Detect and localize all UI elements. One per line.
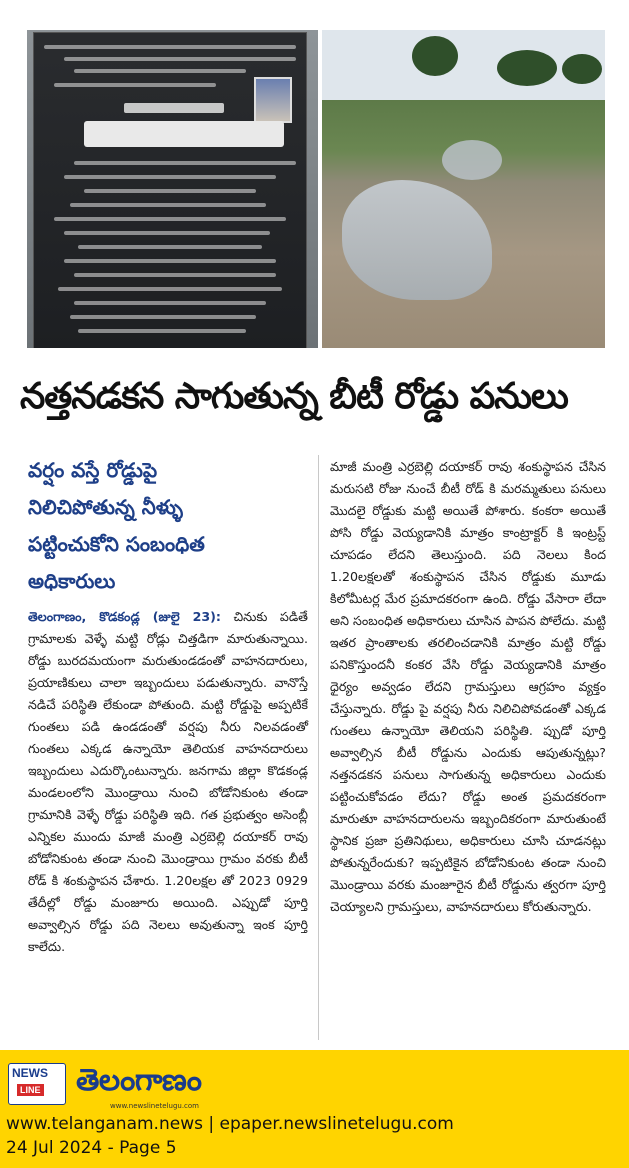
plaque-date: [124, 103, 224, 113]
brand-row: [8, 1060, 201, 1108]
muddy-road-photo: [322, 30, 605, 348]
brand-name: తెలంగాణం: [76, 1063, 202, 1098]
headline: నత్తనడకన సాగుతున్న బీటీ రోడ్డు పనులు: [20, 376, 568, 417]
brand-url-small: www.newslinetelugu.com: [110, 1102, 199, 1110]
dateline: తెలంగాణం, కొడకండ్ల (జులై 23):: [28, 609, 221, 624]
logo-news-text: NEWS: [12, 1066, 48, 1080]
plaque-board: [33, 32, 307, 348]
column-divider: [318, 455, 319, 1040]
subheadline-line: పట్టించుకోని సంబంధిత: [28, 532, 205, 556]
plaque-honoree-banner: [84, 121, 284, 147]
subheadline-line: వర్షం వస్తే రోడ్డుపై: [28, 458, 158, 482]
footer: [0, 1050, 629, 1168]
foundation-plaque-photo: [27, 30, 318, 348]
logo-line-text: LINE: [17, 1084, 44, 1096]
subheadline: [28, 452, 308, 600]
news-photos: [27, 30, 605, 348]
plaque-portrait: [254, 77, 292, 123]
article-body-left: [28, 606, 308, 958]
article-body-right: మాజీ మంత్రి ఎర్రబెల్లి దయాకర్ రావు శంకుస్థాపన చేసిన మరుసటి రోజు నుంచే బీటీ రోడ్ కి మరమ్మతులు పనులు మొదలై రోడ్డుకు మట్టి అయితే పోశారు. కంకరా అయితే పోసి రోడ్డు వెయ్యడానికి మాత్రం కాంట్రాక్టర్ కి ఇంట్రస్ట్ చూపడం లేదని తెలుస్తుంది. పది నెలలు కింద 1.20లక్షలతో శంకుస్థాపన చేసిన రోడ్డుకు మూడు కిలోమీటర్ల మేర ప్రమాదకరంగా ఉంది. రోడ్డు వేసారా లేదా అని సంబంధిత అధికారులు చూసిన పాపన పోలేదు. మట్టి ఇతర ప్రాంతాలకు తరలించడానికి మాత్రం మట్టి రోడ్డు పనికొస్తుందనీ కంకర వేసి రోడ్డు వెయ్యడానికి మాత్రం ధైర్యం అవ్వడం లేదని గ్రామస్తులు ఆగ్రహం వ్యక్తం చేస్తున్నారు. రోడ్డు పై వర్షపు నీరు నిలిచిపోవడంతో ఎక్కడ గుంతలు ఉన్నాయో తెలియని పరిస్థితి. ప్పుడో పూర్తి అవ్వాల్సిన బీటీ రోడ్డును ఎందుకు ఆపుతున్నట్లు? నత్తనడకన పనులు సాగుతున్న అధికారులు ఎందుకు పట్టించుకోవడం లేదు? రోడ్డు అంత ప్రమదకరంగా మారుతూ వాహనదారులను ఇబ్బందికరంగా మారుతుంటే స్థానిక ప్రజా ప్రతినిథులు, అధికారులు చూసి చూడనట్లు పోతున్నరేందుకు? ఇప్పటికైన బోడోనికుంట తండా నుంచి మొండ్రాయి వరకు మంజూరైన బీటీ రోడ్డును త్వరగా పూర్తి చెయ్యాలని గ్రామస్తులు, వాహనదారులు కోరుతున్నారు.: [330, 459, 606, 914]
subheadline-line: అధికారులు: [28, 569, 116, 593]
body-left-text: చినుకు పడితే గ్రామాలకు వెళ్ళే మట్టి రోడ్లు చిత్తడిగా మారుతున్నాయి. రోడ్డు బురదమయంగా మరుతుండడంతో వాహనదారులు, ప్రయాణికులు చాలా ఇబ్బందులు పడుతున్నారు. వానొస్తే నడిచే పరిస్థితి లేకుండా పోతుంది. మట్టి రోడ్డుపై అప్పటికే గుంతలు పడి ఉండడంతో వర్షపు నీరు నిలవడంతో గుంతలు ఎక్కడ ఉన్నాయో తెలియక వాహనదారులు ఇబ్బందులు ఎదుర్కొంటున్నారు. జనగామ జిల్లా కొడకండ్ల మండలంలోని మొండ్రాయి నుంచి బోడోనికుంట తండా గ్రామానికి వెళ్ళే రోడ్డు పరిస్థితి ఇది. గత ప్రభుత్వం అసెంబ్లీ ఎన్నికల ముందు మాజీ మంత్రి ఎర్రబెల్లి దయాకర్ రావు బోడోనికుంట తండా నుంచి మొండ్రాయి గ్రామం వరకు బీటీ రోడ్ కి శంకుస్థాపన చేశారు. 1.20లక్షల తో 2023 0929 తేదీల్లో రోడ్డు మంజూరు అయింది. ఎప్పుడో పూర్తి అవ్వాల్సిన రోడ్డు పది నెలలు అవుతున్నా ఇంక పూర్తి కాలేదు.: [28, 609, 308, 954]
right-column: [330, 456, 606, 918]
newsline-logo: [8, 1063, 66, 1105]
issue-date: 24 Jul 2024 - Page 5: [6, 1138, 177, 1158]
footer-urls[interactable]: www.telanganam.news | epaper.newslinetelugu.com: [6, 1114, 454, 1134]
left-column: [28, 452, 308, 958]
subheadline-line: నిలిచిపోతున్న నీళ్ళు: [28, 495, 183, 519]
